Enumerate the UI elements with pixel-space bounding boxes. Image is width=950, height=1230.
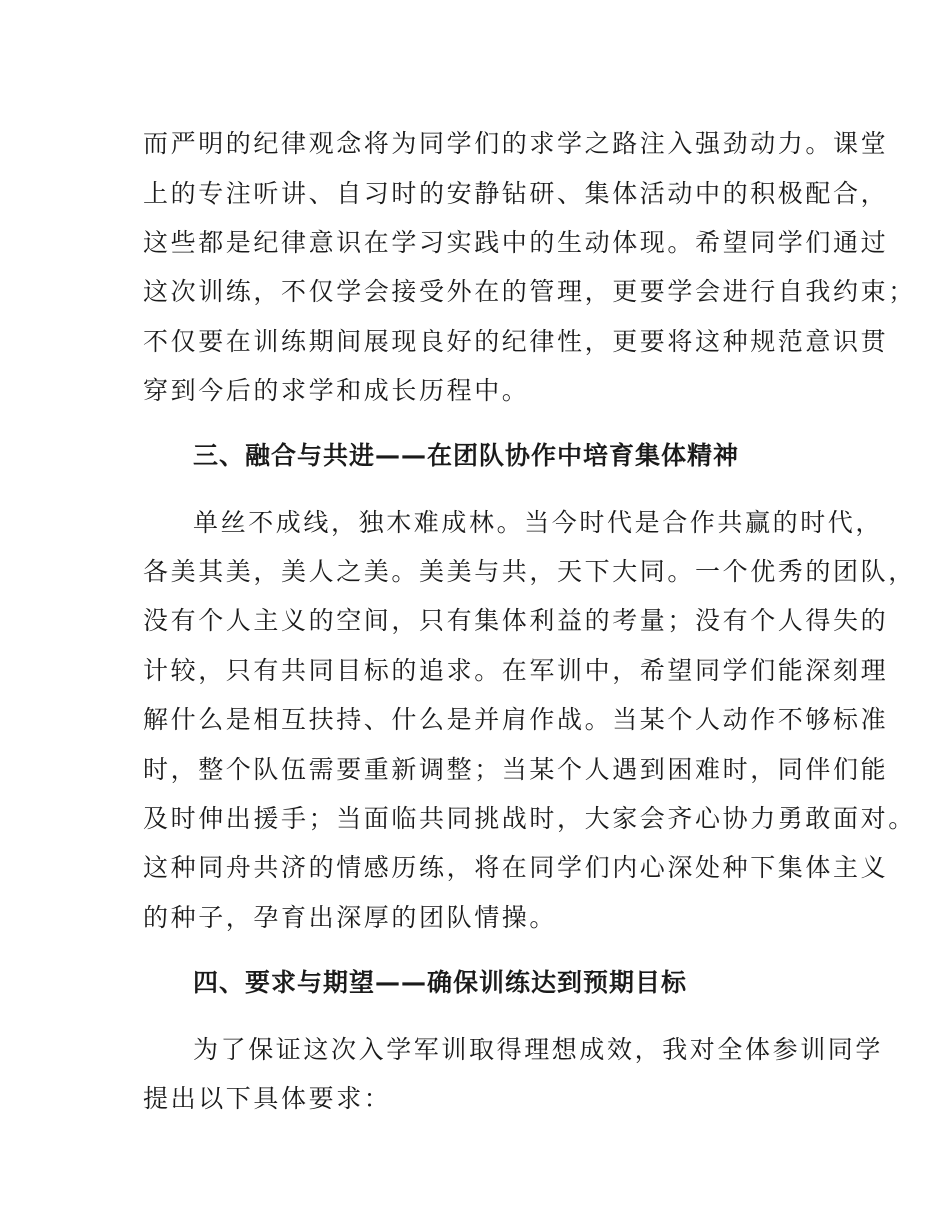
paragraph-2-line: 单丝不成线，独木难成林。当今时代是合作共赢的时代，: [193, 508, 884, 537]
paragraph-3-line: 提出以下具体要求：: [143, 1084, 392, 1113]
section-heading-4: 四、要求与期望——确保训练达到预期目标: [193, 968, 688, 997]
paragraph-2-line: 没有个人主义的空间，只有集体利益的考量；没有个人得失的: [143, 606, 889, 635]
paragraph-1-line: 这些都是纪律意识在学习实践中的生动体现。希望同学们通过: [143, 228, 889, 257]
paragraph-2-line: 这种同舟共济的情感历练，将在同学们内心深处种下集体主义: [143, 853, 889, 882]
paragraph-2-line: 的种子，孕育出深厚的团队情操。: [143, 903, 558, 932]
paragraph-1-line: 而严明的纪律观念将为同学们的求学之路注入强劲动力。课堂: [143, 129, 889, 158]
paragraph-2-line: 各美其美，美人之美。美美与共，天下大同。一个优秀的团队，: [143, 557, 916, 586]
paragraph-2-line: 解什么是相互扶持、什么是并肩作战。当某个人动作不够标准: [143, 705, 889, 734]
paragraph-2-line: 计较，只有共同目标的追求。在军训中，希望同学们能深刻理: [143, 656, 889, 685]
paragraph-2-line: 及时伸出援手；当面临共同挑战时，大家会齐心协力勇敢面对。: [143, 804, 916, 833]
paragraph-1-line: 不仅要在训练期间展现良好的纪律性，更要将这种规范意识贯: [143, 327, 889, 356]
paragraph-1-line: 这次训练，不仅学会接受外在的管理，更要学会进行自我约束；: [143, 277, 916, 306]
paragraph-3-line: 为了保证这次入学军训取得理想成效，我对全体参训同学: [193, 1035, 884, 1064]
section-heading-3: 三、融合与共进——在团队协作中培育集体精神: [193, 441, 740, 470]
paragraph-1-line: 穿到今后的求学和成长历程中。: [143, 376, 530, 405]
paragraph-1-line: 上的专注听讲、自习时的安静钻研、集体活动中的积极配合，: [143, 179, 889, 208]
paragraph-2-line: 时，整个队伍需要重新调整；当某个人遇到困难时，同伴们能: [143, 755, 889, 784]
